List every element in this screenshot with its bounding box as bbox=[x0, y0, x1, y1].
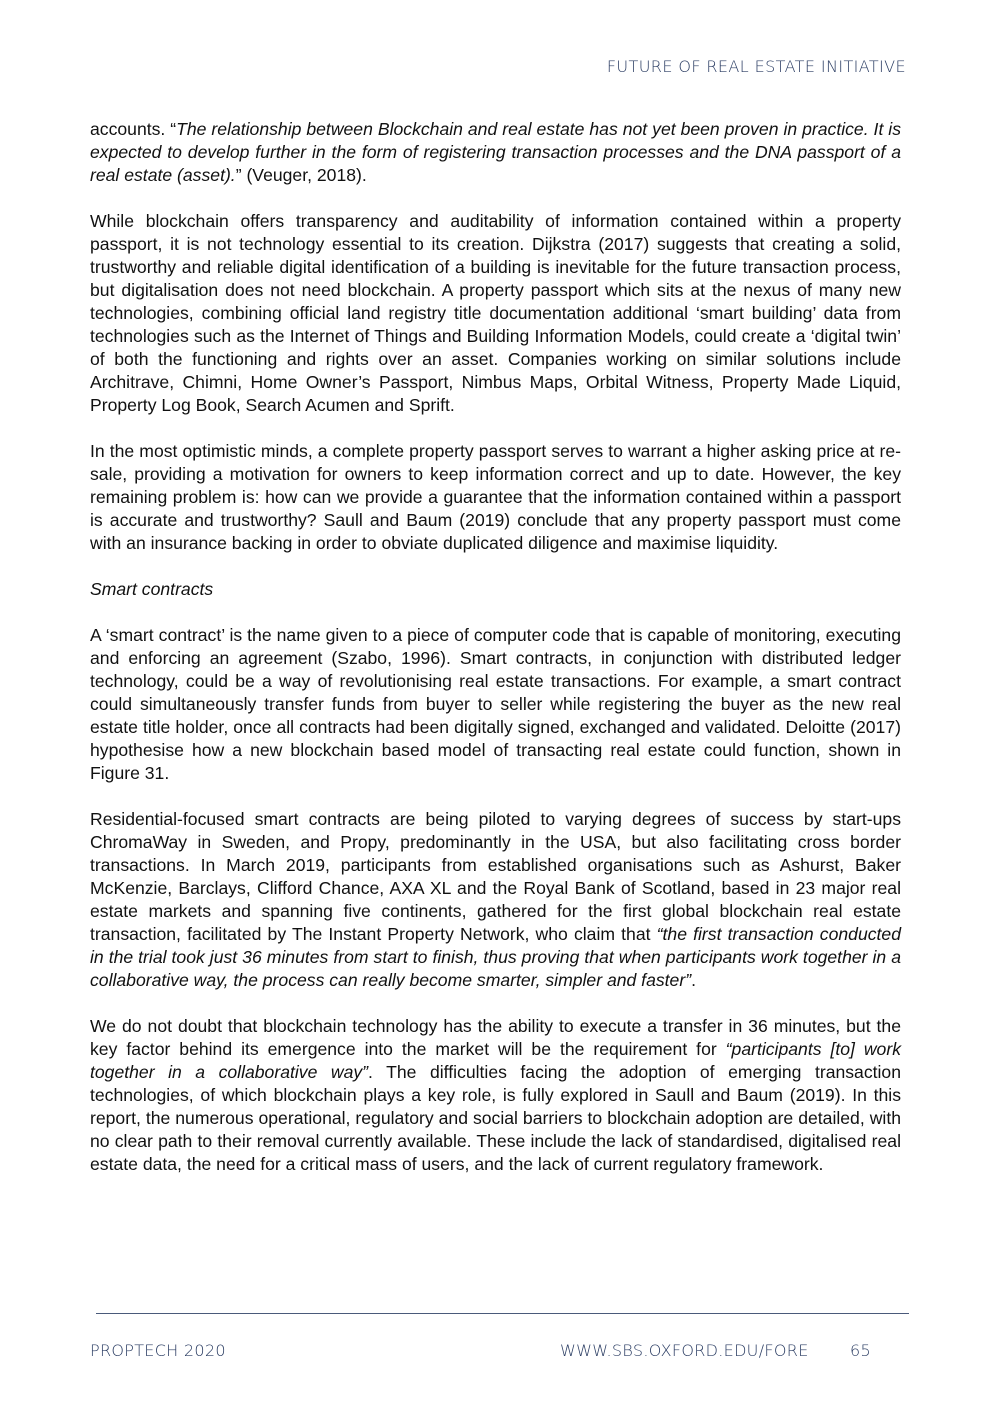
footer-divider bbox=[96, 1313, 909, 1314]
footer-publication: PROPTECH 2020 bbox=[90, 1341, 226, 1360]
page-body bbox=[90, 118, 901, 1199]
citation-text: ” (Veuger, 2018). bbox=[235, 165, 367, 185]
paragraph-property-passport: While blockchain offers transparency and auditability of information contained within a property passport, it is not technology essential to its creation. Dijkstra (2017) suggests that creating a solid, trustworthy and reliable digital identification of a building is inevitable for the future transaction process, but digitalisation does not need blockchain. A property passport which sits at the nexus of many new technologies, combining official land registry title documentation additional ‘smart building’ data from technologies such as the Internet of Things and Building Information Models, could create a ‘digital twin’ of both the functioning and rights over an asset. Companies working on similar solutions include Architrave, Chimni, Home Owner’s Passport, Nimbus Maps, Orbital Witness, Property Made Liquid, Property Log Book, Search Acumen and Sprift. bbox=[90, 211, 901, 415]
paragraph-text: We do not doubt that blockchain technology has the ability to execute a transfer in 36 minutes, but the key factor behind its emergence into the market will be the requirement for bbox=[90, 1016, 901, 1059]
paragraph-optimistic-minds: In the most optimistic minds, a complete property passport serves to warrant a higher asking price at re-sale, providing a motivation for owners to keep information correct and up to date. However, the key remaining problem is: how can we provide a guarantee that the information contained within a passport is accurate and trustworthy? Saull and Baum (2019) conclude that any property passport must come with an insurance backing in order to obviate duplicated diligence and maximise liquidity. bbox=[90, 441, 901, 553]
paragraph-smart-contract-definition: A ‘smart contract’ is the name given to a piece of computer code that is capable of monitoring, executing and enforcing an agreement (Szabo, 1996). Smart contracts, in conjunction with distributed ledger technology, could be a way of revolutionising real estate transactions. For example, a smart contract could simultaneously transfer funds from buyer to seller while registering the buyer as the new real estate title holder, once all contracts had been digitally signed, exchanged and validated. Deloitte (2017) hypothesise how a new blockchain based model of transacting real estate could function, shown in Figure 31. bbox=[90, 625, 901, 783]
paragraph-text: . The difficulties facing the adoption of emerging transaction technologies, of which blockchain plays a key role, is fully explored in Saull and Baum (2019). In this report, the numerous operational, regulatory and social barriers to blockchain adoption are detailed, with no clear path to their removal currently available. These include the lack of standardised, digitalised real estate data, the need for a critical mass of users, and the lack of current regulatory framework. bbox=[90, 1062, 902, 1174]
paragraph-veuger-quote bbox=[90, 118, 901, 187]
paragraph-text: accounts. “ bbox=[90, 119, 177, 139]
quote-text: “participants [to] work together in a collaborative way” bbox=[90, 1039, 901, 1082]
paragraph-residential-smart-contracts bbox=[90, 808, 901, 992]
section-heading-smart-contracts: Smart contracts bbox=[90, 579, 214, 599]
running-header: FUTURE OF REAL ESTATE INITIATIVE bbox=[606, 57, 906, 76]
paragraph-text: . bbox=[691, 970, 696, 990]
page-number: 65 bbox=[850, 1341, 871, 1360]
quote-text: “the first transaction conducted in the trial took just 36 minutes from start to finish, thus proving that when participants work together in a collaborative way, the process can really become smarter, simpler and faster” bbox=[90, 924, 902, 990]
footer-url-link[interactable]: WWW.SBS.OXFORD.EDU/FORE bbox=[560, 1341, 809, 1360]
paragraph-text: Residential-focused smart contracts are being piloted to varying degrees of success by start-ups ChromaWay in Sweden, and Propy, predominantly in the USA, but also facilitating cross border transactions. In March 2019, participants from established organisations such as Ashurst, Baker McKenzie, Barclays, Clifford Chance, AXA XL and the Royal Bank of Scotland, based in 23 major real estate markets and spanning five continents, gathered for the first global blockchain real estate transaction, facilitated by The Instant Property Network, who claim that bbox=[90, 809, 901, 944]
quote-text: The relationship between Blockchain and real estate has not yet been proven in practice. It is expected to develop further in the form of registering transaction processes and the DNA passport of a real estate (asset). bbox=[90, 119, 902, 185]
paragraph-adoption-barriers bbox=[90, 1015, 901, 1176]
